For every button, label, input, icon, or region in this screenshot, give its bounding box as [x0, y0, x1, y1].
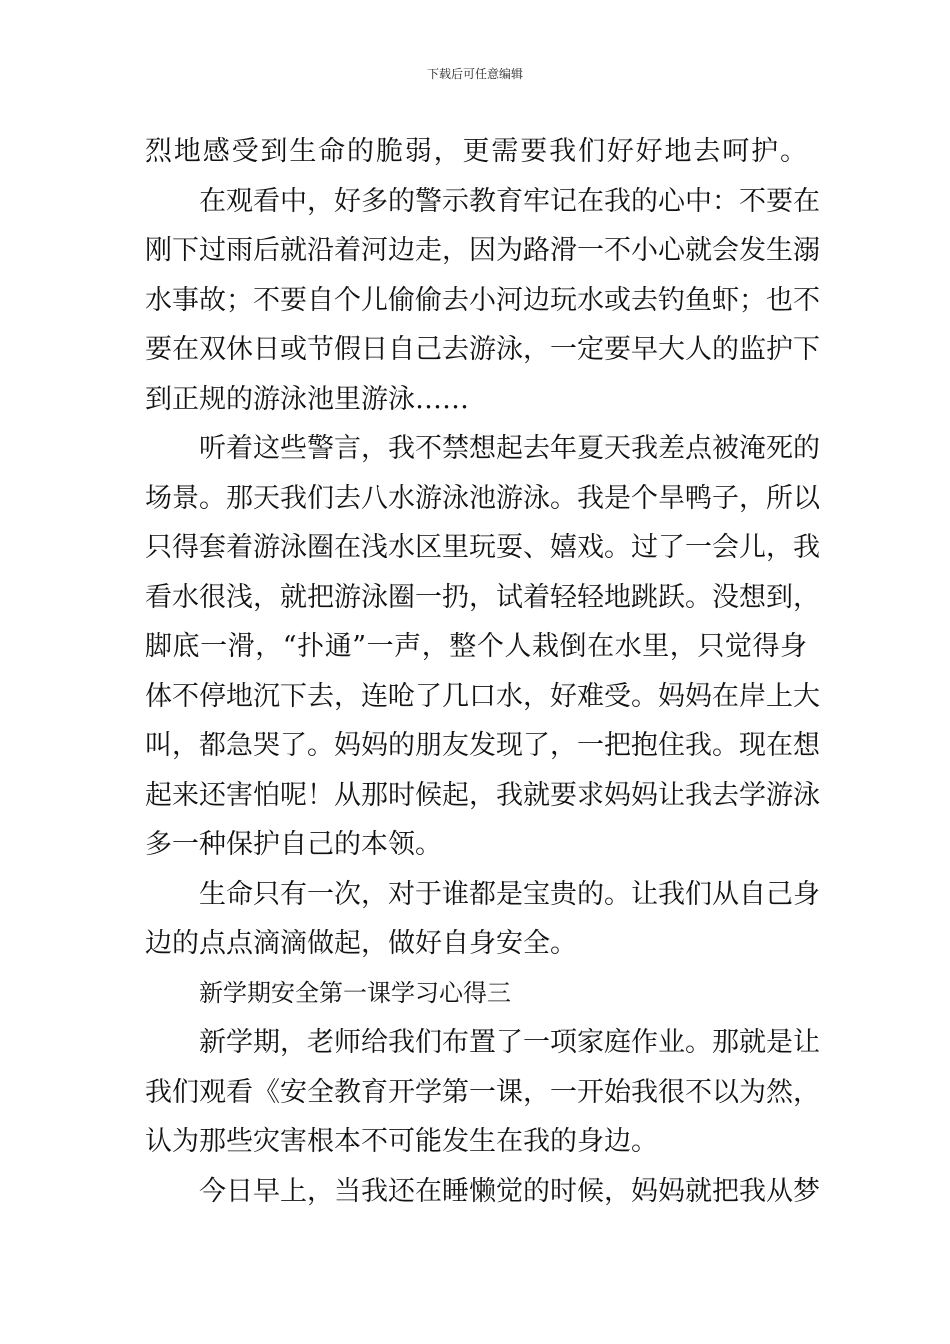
text-line: 叫，都急哭了。妈妈的朋友发现了，一把抱住我。现在想 — [145, 730, 820, 761]
paragraph-first-line: 今日早上，当我还在睡懒觉的时候，妈妈就把我从梦 — [199, 1175, 820, 1207]
text-line: 我们观看《安全教育开学第一课，一开始我很不以为然， — [145, 1076, 820, 1108]
text-line: 只得套着游泳圈在浅水区里玩耍、嬉戏。过了一会儿，我 — [145, 532, 820, 563]
text-line: 到正规的游泳池里游泳…… — [145, 383, 469, 415]
text-line: 边的点点滴滴做起，做好自身安全。 — [145, 928, 577, 959]
text-line: 烈地感受到生命的脆弱，更需要我们好好地去呵护。 — [145, 136, 807, 167]
paragraph-first-line: 听着这些警言，我不禁想起去年夏天我差点被淹死的 — [199, 433, 820, 464]
text-line: 要在双休日或节假日自己去游泳，一定要早大人的监护下 — [145, 334, 820, 365]
document-body — [145, 127, 820, 1216]
paragraph-first-line: 在观看中，好多的警示教育牢记在我的心中：不要在 — [199, 185, 820, 217]
text-line: 看水很浅，就把游泳圈一扔，试着轻轻地跳跃。没想到， — [145, 581, 820, 613]
text-line: 刚下过雨后就沿着河边走，因为路滑一不小心就会发生溺 — [145, 235, 820, 266]
text-line: 脚底一滑，“扑通”一声，整个人栽倒在水里，只觉得身 — [145, 631, 807, 662]
section-title: 新学期安全第一课学习心得三 — [199, 978, 511, 1007]
text-line: 水事故；不要自个儿偷偷去小河边玩水或去钓鱼虾；也不 — [145, 284, 820, 316]
page-header-note: 下载后可任意编辑 — [426, 67, 523, 81]
text-line: 起来还害怕呢！从那时候起，我就要求妈妈让我去学游泳 — [145, 779, 820, 811]
text-line: 多一种保护自己的本领。 — [145, 829, 442, 860]
text-line: 体不停地沉下去，连呛了几口水，好难受。妈妈在岸上大 — [145, 680, 820, 712]
text-line: 场景。那天我们去八水游泳池游泳。我是个旱鸭子，所以 — [145, 482, 820, 514]
paragraph-first-line: 新学期，老师给我们布置了一项家庭作业。那就是让 — [199, 1027, 820, 1058]
text-line: 认为那些灾害根本不可能发生在我的身边。 — [145, 1126, 658, 1157]
paragraph-first-line: 生命只有一次，对于谁都是宝贵的。让我们从自己身 — [199, 878, 820, 910]
